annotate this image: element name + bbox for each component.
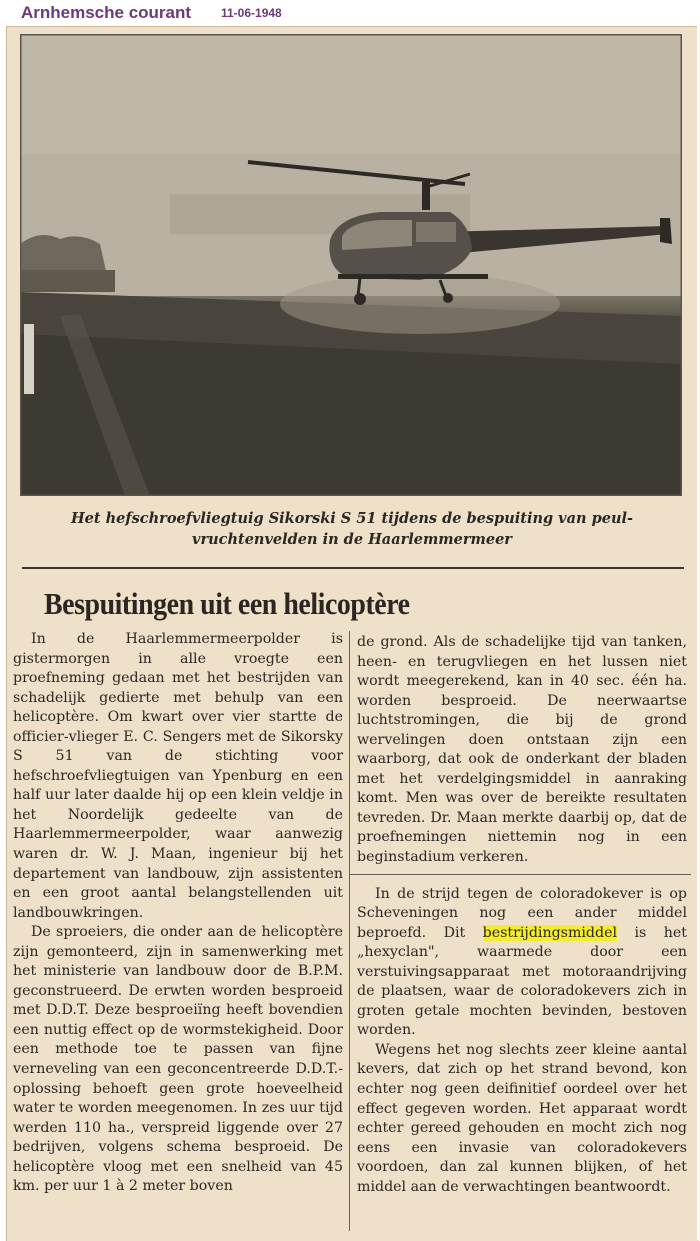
article-paragraph: Wegens het nog slechts zeer kleine aantal kevers, dat zich op het strand bevond, kon echter nog geen deifinitief oordeel over het effect gegeven worden. Het apparaat wordt echter gereed gehouden en mocht zich nog eens een invasie van coloradokevers voordoen, dan zal kunnen blijken, of het middel aan de verwachtingen beantwoordt. [357, 1041, 687, 1195]
article-paragraph: de grond. Als de schadelijke tijd van tanken, heen- en terugvliegen en het lussen niet wordt meegerekend, kan in 40 sec. één ha. worden besproeid. De neerwaartse luchtstromingen, die bij de grond wervelingen doen ontstaan zijn een waarborg, dat ook de onderkant der bladen met het verdelgingsmiddel in aanraking komt. Men was over de bereikte resultaten tevreden. Dr. Maan merkte daarbij op, dat de proefnemingen niettemin nog in een beginstadium verkeren. [357, 634, 687, 866]
article-paragraph: De sproeiers, die onder aan de helicoptère zijn gemonteerd, zijn in samenwerking met het ministerie van landbouw door de B.P.M. geconstrueerd. De erwten worden besproeid met D.D.T. Deze besproeiïng heeft bovendien een nuttig effect op de wormstekigheid. Door een methode toe te passen van fijne verneveling van een geconcentreerde D.D.T.-oplossing behoeft geen grote hoeveelheid water te worden meegenomen. In zes uur tijd werden 110 ha., verspreid liggende over 27 bedrijven, volgens schema besproeid. De helicoptère vloog met een snelheid van 45 km. per uur 1 à 2 meter boven [13, 924, 343, 1195]
highlighted-search-term: bestrijdingsmiddel [482, 924, 618, 941]
caption-line-1: Het hefschroefvliegtuig Sikorski S 51 tijdens de bespuiting van peul- [70, 510, 634, 527]
article-column-left [13, 630, 343, 1197]
helicopter-photo [20, 34, 682, 496]
helicopter-photo-drawing [20, 34, 682, 496]
publication-date: 11-06-1948 [221, 6, 282, 20]
paragraph-text: is het „hexyclan", waarmede door een verstuivingsapparaat met motoraandrijving de plaatsen, waar de coloradokevers zich in groten getale mochten bevinden, bestoven worden. [357, 924, 687, 1039]
paragraph-separator [349, 874, 691, 879]
photo-caption [14, 508, 690, 550]
column-divider [349, 631, 350, 1231]
archive-header [0, 0, 700, 26]
article-headline: Bespuitingen uit een helicoptère [44, 586, 410, 621]
article-paragraph: In de Haarlemmermeerpolder is gistermorgen in alle vroegte een proefneming gedaan met het bestrijden van schadelijk gedierte met behulp van een helicoptère. Om kwart over vier startte de officier-vlieger E. C. Sengers met de Sikorsky S 51 van de stichting voor hefschroefvliegtuigen van Ypenburg en een half uur later daalde hij op een klein veldje in het Noordelijk gedeelte van de Haarlemmermeerpolder, waar aanwezig waren dr. W. J. Maan, ingenieur bij het departement van landbouw, zijn assistenten en een groot aantal belangstellenden uit landbouwkringen. [13, 631, 343, 921]
newspaper-name: Arnhemsche courant [21, 3, 192, 22]
caption-line-2: vruchtenvelden in de Haarlemmermeer [192, 531, 512, 548]
paragraph-text: In de strijd tegen de coloradokever is op Scheveningen nog een ander middel beproefd. Dit [357, 885, 687, 941]
section-rule [22, 567, 684, 569]
article-paragraph [357, 885, 687, 1041]
article-column-right [357, 633, 687, 1197]
